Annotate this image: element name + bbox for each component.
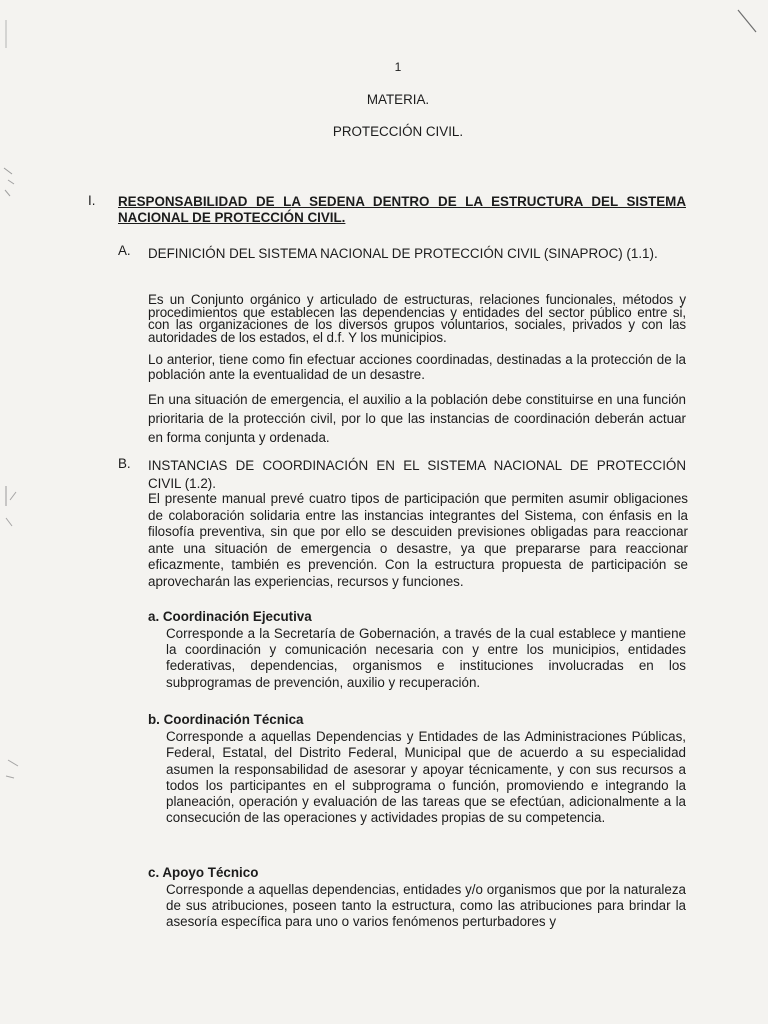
section-a-paragraph: Es un Conjunto orgánico y articulado de estructuras, relaciones funcionales, métodos y procedimientos que establecen las dependencias y entidades del sector público entre si, con las organizaciones de los diversos grupos voluntarios, sociales, privados y con las autoridades de los estados, el d.f. Y los municipios. <box>148 292 686 345</box>
subsection-body: Corresponde a aquellas dependencias, entidades y/o organismos que por la naturaleza de sus atribuciones, poseen tanto la estructura, como las atribuciones para brindar la asesoría específica para uno o varios fenómenos perturbadores y <box>166 882 686 930</box>
section-a-paragraph: En una situación de emergencia, el auxilio a la población debe constituirse en una función prioritaria de la protección civil, por lo que las instancias de coordinación deberán actuar en forma conjunta y ordenada. <box>148 392 686 445</box>
section-a-letter: A. <box>118 243 131 258</box>
subsection-title: b. Coordinación Técnica <box>148 712 304 727</box>
subject-heading: MATERIA. <box>366 92 430 107</box>
topic-heading: PROTECCIÓN CIVIL. <box>332 124 464 139</box>
subsection-body: Corresponde a la Secretaría de Gobernación, a través de la cual establece y mantiene la coordinación y comunicación necesaria con y entre los municipios, entidades federativas, dependencias, organismos e instituciones involucradas en los subprogramas de prevención, auxilio y recuperación. <box>166 626 686 690</box>
section-b-title: INSTANCIAS DE COORDINACIÓN EN EL SISTEMA NACIONAL DE PROTECCIÓN CIVIL (1.2). <box>148 458 686 491</box>
scan-corner-mark <box>736 6 760 36</box>
scan-edge-marks <box>0 0 20 1024</box>
section-b-letter: B. <box>118 456 131 471</box>
section-i-title: RESPONSABILIDAD DE LA SEDENA DENTRO DE LA ESTRUCTURA DEL SISTEMA NACIONAL DE PROTECCIÓN CIVIL. <box>118 194 686 225</box>
section-a-paragraph: Lo anterior, tiene como fin efectuar acciones coordinadas, destinadas a la protección de la población ante la eventualidad de un desastre. <box>148 352 686 382</box>
subsection-body: Corresponde a aquellas Dependencias y Entidades de las Administraciones Públicas, Federal, Estatal, del Distrito Federal, Municipal que de acuerdo a su especialidad asumen la responsabilidad de asesorar y apoyar técnicamente, y con sus recursos a todos los participantes en el subprograma o función, promoviendo e integrando la planeación, operación y evaluación de las tareas que se efectúan, adicionalmente a la consecución de las operaciones y actividades propias de su competencia. <box>166 729 686 826</box>
page-number: 1 <box>394 60 402 74</box>
section-b-paragraph: El presente manual prevé cuatro tipos de participación que permiten asumir obligaciones de colaboración solidaria entre las instancias integrantes del Sistema, con énfasis en la filosofía preventiva, sin que por ello se descuiden previsiones obligadas para reaccionar ante una situación de emergencia o desastre, ya que prepararse para reaccionar eficazmente, también es prevención. Con la estructura propuesta de participación se aprovecharán las experiencias, recursos y funciones. <box>148 491 688 589</box>
subsection-title: a. Coordinación Ejecutiva <box>148 609 312 624</box>
subsection-title: c. Apoyo Técnico <box>148 865 259 880</box>
section-a-title: DEFINICIÓN DEL SISTEMA NACIONAL DE PROTECCIÓN CIVIL (SINAPROC) (1.1). <box>148 246 658 261</box>
section-i-number: I. <box>88 193 96 208</box>
